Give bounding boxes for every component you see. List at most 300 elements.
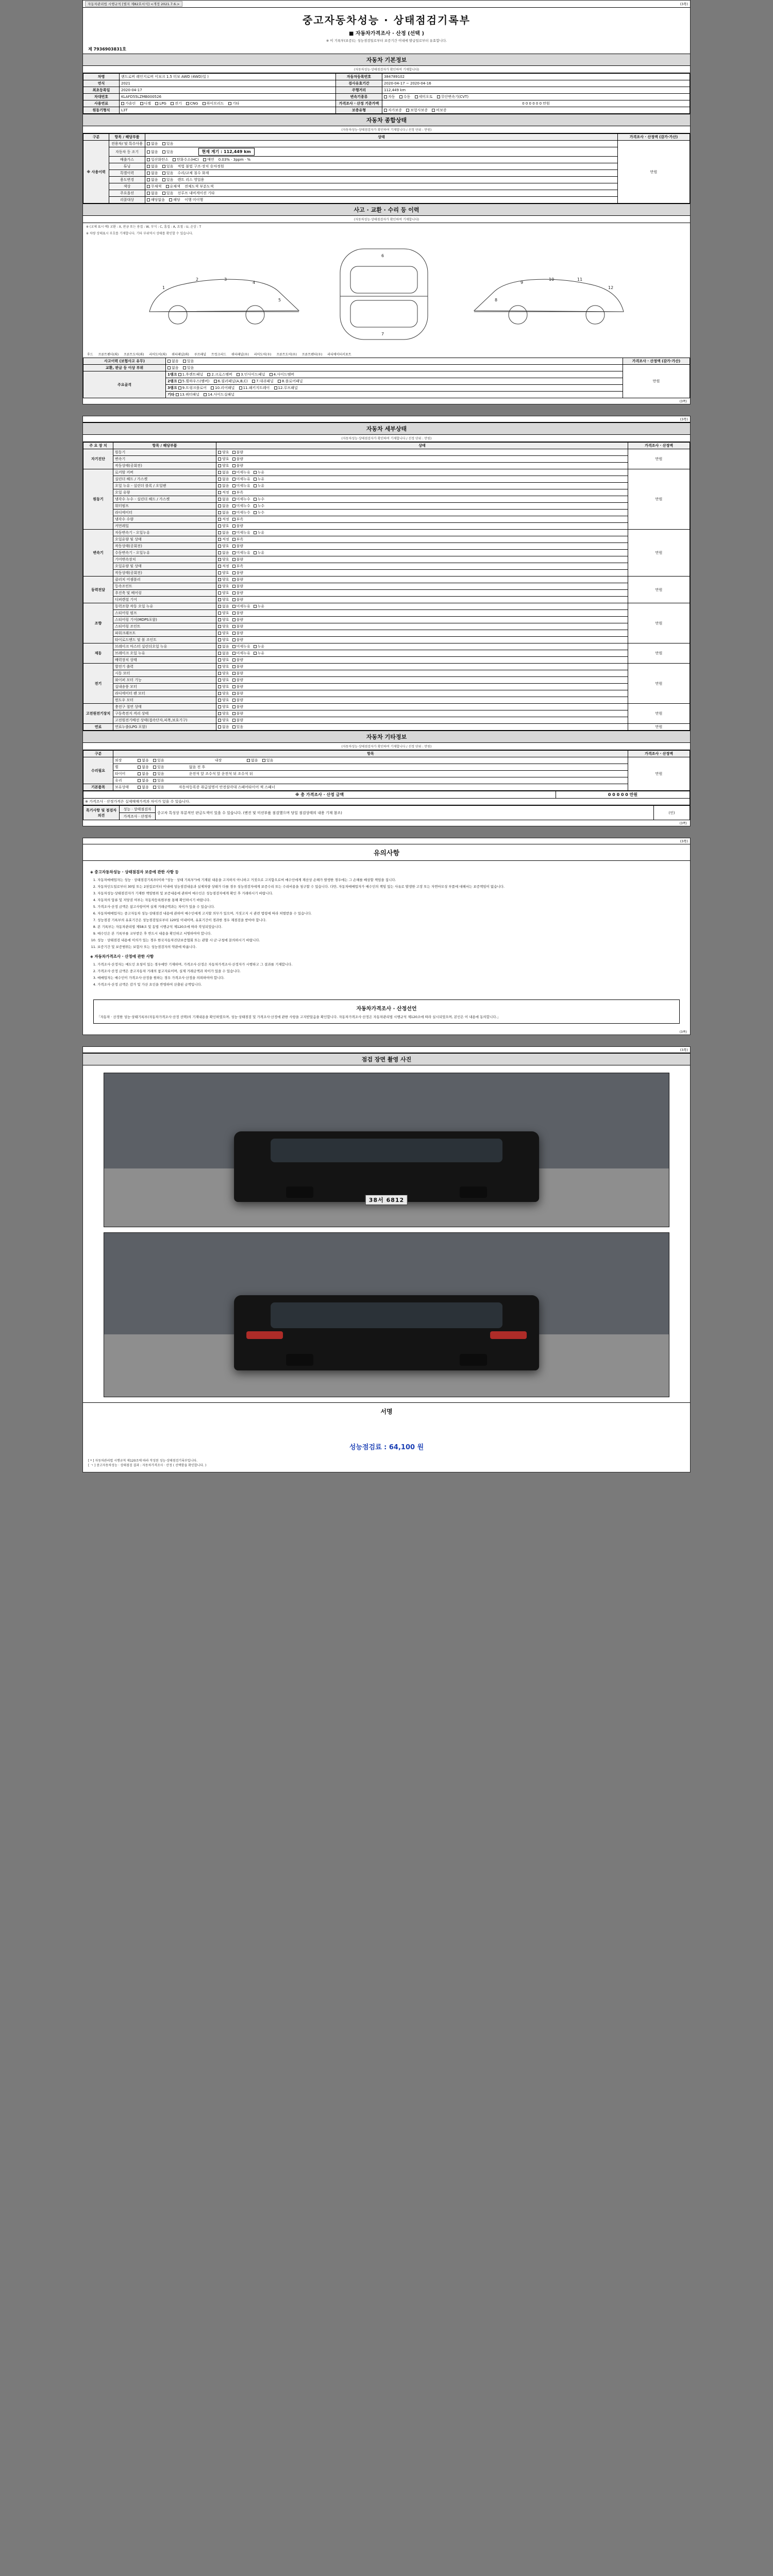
checkbox-양호[interactable]: 양호 <box>218 584 229 589</box>
detail-item-state <box>216 556 628 563</box>
sheet-3 <box>82 838 691 1035</box>
svg-text:6: 6 <box>381 253 384 258</box>
detail-item-state <box>216 570 628 577</box>
checkbox-누유[interactable]: 누유 <box>254 470 265 475</box>
overall-cat-label: ※ 사용이력 <box>83 141 109 204</box>
table-row <box>83 449 690 456</box>
checkbox-양호[interactable]: 양호 <box>218 677 229 683</box>
detail-item-state <box>216 503 628 510</box>
detail-item-label: 동력조향 작동 오일 누유 <box>113 603 216 610</box>
table-row <box>83 577 690 583</box>
checkbox-yes[interactable]: 있음 <box>162 171 174 176</box>
checkbox-있음[interactable]: 있음 <box>232 724 244 730</box>
checkbox-auto[interactable]: 자동 <box>384 94 395 99</box>
checkbox-양호[interactable]: 양호 <box>218 691 229 696</box>
basic-label: 변속기종류 <box>336 94 382 100</box>
checkbox-양호[interactable]: 양호 <box>218 637 229 642</box>
detail-group-label: 자기진단 <box>83 449 113 469</box>
detail-group-label: 조향 <box>83 603 113 643</box>
color-detail: 전체도색 부분도색 <box>184 184 214 189</box>
checkbox-양호[interactable]: 양호 <box>218 450 229 455</box>
detail-item-state <box>216 463 628 469</box>
checkbox-co[interactable]: 일산화탄소 <box>147 157 169 162</box>
notice-item: 2. 자동차인도일로부터 30일 또는 2천킬로미터 이내에 성능점검내용과 실제차량 상태가 다를 경우 성능점검자에게 보증수리 또는 수리비용을 청구할 수 있습니다. 다만, 자동차매매업자가 매수인의 책임 있는 사유로 발생한 고장 또는 자연마모성 부품에 대해서는 보증책임이 없습니다. <box>97 884 683 889</box>
checkbox-없음[interactable]: 없음 <box>218 510 229 515</box>
detail-item-label: 오일유량 및 상태 <box>113 563 216 570</box>
table-row <box>83 536 690 543</box>
checkbox-불량[interactable]: 불량 <box>232 718 244 723</box>
notice-sec2-title: ◈ 자동차가격조사 · 산정에 관한 사항 <box>90 954 154 959</box>
detail-group-label: 제동 <box>83 643 113 664</box>
checkbox-불량[interactable]: 불량 <box>232 671 244 676</box>
checkbox-적정[interactable]: 적정 <box>218 537 229 542</box>
detail-item-state <box>216 516 628 523</box>
svg-text:11: 11 <box>577 277 583 282</box>
checkbox-양호[interactable]: 양호 <box>218 617 229 622</box>
checkbox-부족[interactable]: 부족 <box>232 537 244 542</box>
etc-item-label-interior: 내장 <box>214 758 222 762</box>
table-row <box>83 496 690 503</box>
guarantee-text: 「자동차 · 산정한 성능·상태기록부(자동차가격조사·산정 선택)의 기재내용을 확인하였으며, 성능·상태점검 및 가격조사·산정에 관한 사항을 고지받았음을 확인합니다. 자동차가격조사·산정은 자동차관리법 시행규칙 제120조에 따라 실시되었으며, 본인은 이 내용에 동의합니다.」 <box>97 1015 501 1020</box>
checkbox-누유[interactable]: 누유 <box>254 477 265 482</box>
etc-item-label: 타이어 <box>115 772 126 776</box>
checkbox-self-warranty[interactable]: 자가보증 <box>384 108 402 113</box>
checkbox-yes[interactable]: 있음 <box>262 758 274 763</box>
checkbox-누유[interactable]: 누유 <box>254 530 265 535</box>
checkbox-yes[interactable]: 있음 <box>162 191 174 196</box>
basic-label: 가격조사 · 산정 기준가액 <box>336 100 382 107</box>
checkbox-none[interactable]: 없음 <box>147 164 158 169</box>
detail-item-state <box>216 630 628 637</box>
checkbox-불량[interactable]: 불량 <box>232 544 244 549</box>
checkbox-불량[interactable]: 불량 <box>232 698 244 703</box>
checkbox-semiauto[interactable]: 세미오토 <box>415 94 433 99</box>
fee-value: 64,100 원 <box>389 1443 424 1451</box>
table-row <box>83 617 690 623</box>
basic-value: 2021 <box>120 80 336 87</box>
checkbox-none[interactable]: 없음 <box>138 771 149 776</box>
checkbox-불량[interactable]: 불량 <box>232 577 244 582</box>
special-text: 중고차 특성상 부분적인 판금도색이 있을 수 있습니다. (엔진 및 미션부품 점검했으며 당일 점검상태의 내용 기재 참조) <box>156 806 654 820</box>
detail-item-label: 커먼레일 <box>113 523 216 530</box>
checkbox-none[interactable]: 없음 <box>167 365 179 370</box>
detail-item-label: 고전원전기배선 상태(접속단자,피복,보호기구) <box>113 717 216 724</box>
col-item: 항목 / 해당부품 <box>113 443 216 449</box>
table-row <box>83 806 690 813</box>
detail-item-label: 구동축전지 격리 상태 <box>113 710 216 717</box>
notice-item: 7. 성능점검 기록부의 유효기간은 성능점검일로부터 120일 이내이며, 유효기간이 경과한 경우 재점검을 받아야 합니다. <box>97 918 683 923</box>
checkbox-불량[interactable]: 불량 <box>232 557 244 562</box>
checkbox-미세누수[interactable]: 미세누수 <box>232 497 250 502</box>
table-row <box>83 550 690 556</box>
detail-item-label: 작동상태(공회전) <box>113 570 216 577</box>
checkbox-미세누유[interactable]: 미세누유 <box>232 550 250 555</box>
detail-item-state <box>216 710 628 717</box>
overall-state <box>145 141 618 147</box>
overall-price-cell: 만원 <box>618 141 690 204</box>
checkbox-양호[interactable]: 양호 <box>218 523 229 529</box>
overall-state-emission <box>145 157 618 163</box>
etc-cat-basic: 기본품목 <box>83 784 113 791</box>
overall-state-recall <box>145 197 618 204</box>
detail-item-label: 자동변속기 - 오일누유 <box>113 530 216 536</box>
footnote-2: [ ㄱ ] 중고자동차성능 · 상태점검 결과 : 자동차가격조사 · 산정 ( 선택함을 확인합니다. ) <box>88 1463 207 1467</box>
detail-item-label: 등속조인트 <box>113 583 216 590</box>
photo-front <box>104 1073 669 1227</box>
etc-table <box>83 750 690 791</box>
table-row <box>83 630 690 637</box>
checkbox-frame-4[interactable]: 4.사이드멤버 <box>270 372 295 377</box>
total-table <box>83 791 690 805</box>
checkbox-불량[interactable]: 불량 <box>232 664 244 669</box>
overall-item: 리콜대상 <box>109 197 145 204</box>
table-head-row <box>83 443 690 449</box>
checkbox-불량[interactable]: 불량 <box>232 677 244 683</box>
detail-price-cell: 만원 <box>628 603 690 643</box>
accident-history-label: 사고이력 (보험사고 유무) <box>83 358 166 365</box>
checkbox-양호[interactable]: 양호 <box>218 664 229 669</box>
checkbox-hybrid[interactable]: 하이브리드 <box>203 101 224 106</box>
checkbox-양호[interactable]: 양호 <box>218 463 229 468</box>
checkbox-부족[interactable]: 부족 <box>232 517 244 522</box>
accident-history-label: 교환, 판금 등 이상 부위 <box>83 365 166 371</box>
checkbox-frame-12[interactable]: 12.루프패널 <box>274 385 298 391</box>
checkbox-양호[interactable]: 양호 <box>218 590 229 596</box>
checkbox-미세누유[interactable]: 미세누유 <box>232 530 250 535</box>
detail-item-state <box>216 677 628 684</box>
checkbox-없음[interactable]: 없음 <box>218 550 229 555</box>
checkbox-achromatic[interactable]: 무채색 <box>147 184 161 189</box>
col-price: 가격조사 · 산정액 <box>628 443 690 449</box>
table-row <box>83 489 690 496</box>
checkbox-양호[interactable]: 양호 <box>218 657 229 663</box>
checkbox-불량[interactable]: 불량 <box>232 704 244 709</box>
checkbox-frame-7[interactable]: 7.대쉬패널 <box>252 379 274 384</box>
detail-item-state <box>216 583 628 590</box>
checkbox-미세누유[interactable]: 미세누유 <box>232 470 250 475</box>
accident-history-state <box>166 358 623 365</box>
checkbox-none[interactable]: 없음 <box>138 758 149 763</box>
checkbox-불량[interactable]: 불량 <box>232 691 244 696</box>
section-basic-note: (자동차성능·상태점검자가 확인하여 기재합니다) <box>83 66 690 73</box>
checkbox-frame-1[interactable]: 1.후렌트패널 <box>178 372 204 377</box>
basic-label: 원동기형식 <box>83 107 120 114</box>
checkbox-양호[interactable]: 양호 <box>218 718 229 723</box>
checkbox-불량[interactable]: 불량 <box>232 523 244 529</box>
svg-text:4: 4 <box>253 280 256 285</box>
checkbox-smoke[interactable]: 매연 <box>203 157 214 162</box>
detail-item-state <box>216 603 628 610</box>
checkbox-diesel[interactable]: 디젤 <box>140 101 152 106</box>
checkbox-불량[interactable]: 불량 <box>232 657 244 663</box>
etc-wheel-positions: 없음 전 후 <box>189 765 206 769</box>
page-indicator: (3쪽) <box>680 1047 688 1052</box>
col-price: 가격조사 · 산정액 (감가·가산) <box>618 134 690 141</box>
detail-item-label: 스티어링 기어(MDPS포함) <box>113 617 216 623</box>
checkbox-frame-8[interactable]: 8.플로어패널 <box>278 379 303 384</box>
legend-item: 프론트펜더(좌) <box>98 353 119 357</box>
checkbox-불량[interactable]: 불량 <box>232 624 244 629</box>
checkbox-불량[interactable]: 불량 <box>232 456 244 462</box>
col-item: 항목 / 해당부품 <box>109 134 145 141</box>
checkbox-불량[interactable]: 불량 <box>232 450 244 455</box>
page-indicator: (3쪽) <box>680 839 688 843</box>
table-row <box>83 710 690 717</box>
checkbox-누유[interactable]: 누유 <box>254 483 265 488</box>
emission-values: 0.03% · 3ppm · % <box>218 158 251 162</box>
checkbox-없음[interactable]: 없음 <box>218 530 229 535</box>
tuning-detail: 적법 불법 구조·장치 승차정원 <box>177 164 224 168</box>
checkbox-none[interactable]: 없음 <box>138 778 149 783</box>
checkbox-yes[interactable]: 있음 <box>162 164 174 169</box>
section-overall-title: 자동차 종합상태 <box>83 114 690 126</box>
checkbox-yes[interactable]: 있음 <box>183 359 194 364</box>
col-price: 가격조사 · 산정액 (감가·가산) <box>623 358 690 365</box>
checkbox-none[interactable]: 없음 <box>147 171 158 176</box>
checkbox-none[interactable]: 없음 <box>247 758 258 763</box>
checkbox-불량[interactable]: 불량 <box>232 590 244 596</box>
checkbox-양호[interactable]: 양호 <box>218 624 229 629</box>
checkbox-미세누수[interactable]: 미세누수 <box>232 510 250 515</box>
table-row <box>83 583 690 590</box>
checkbox-불량[interactable]: 불량 <box>232 611 244 616</box>
checkbox-양호[interactable]: 양호 <box>218 597 229 602</box>
checkbox-not-applicable[interactable]: 해당없음 <box>147 197 165 202</box>
usechange-detail: 렌트 리스 영업용 <box>177 178 205 182</box>
overall-item: 색상 <box>109 183 145 190</box>
table-row <box>83 590 690 597</box>
section-basic-title: 자동차 기본정보 <box>83 54 690 66</box>
checkbox-yes[interactable]: 있음 <box>162 141 174 146</box>
checkbox-frame-11[interactable]: 11.패키지트레이 <box>239 385 270 391</box>
checkbox-applicable[interactable]: 해당 <box>169 197 180 202</box>
sheet3-topbar <box>83 838 690 844</box>
notice-item: 4. 자동차의 압류 및 저당권 여부는 자동차등록원부를 통해 확인하시기 바랍니다. <box>97 897 683 903</box>
checkbox-frame-13[interactable]: 13.쿼터패널 <box>176 392 199 397</box>
checkbox-yes[interactable]: 있음 <box>153 758 164 763</box>
notice-list-1 <box>97 877 683 950</box>
checkbox-누유[interactable]: 누유 <box>254 604 265 609</box>
checkbox-불량[interactable]: 불량 <box>232 463 244 468</box>
checkbox-electric[interactable]: 전기 <box>171 101 182 106</box>
table-row <box>83 764 690 771</box>
checkbox-none[interactable]: 없음 <box>138 785 149 790</box>
table-row <box>83 670 690 677</box>
table-row <box>83 791 690 799</box>
basic-label: 최초등록일 <box>83 87 120 94</box>
detail-item-label: 오일 누유 - 실린더 블록 / 오일팬 <box>113 483 216 489</box>
checkbox-hc[interactable]: 탄화수소(HC) <box>173 157 199 162</box>
detail-item-state <box>216 650 628 657</box>
etc-tire-positions: 운전석 앞 조수석 앞 운전석 뒤 조수석 뒤 <box>189 772 253 776</box>
checkbox-cvt[interactable]: 무단변속기(CVT) <box>437 94 468 99</box>
detail-item-state <box>216 670 628 677</box>
checkbox-미세누유[interactable]: 미세누유 <box>232 483 250 488</box>
checkbox-양호[interactable]: 양호 <box>218 611 229 616</box>
checkbox-none[interactable]: 없음 <box>147 191 158 196</box>
etc-row-glass <box>113 777 628 784</box>
car-rear-image <box>234 1295 539 1370</box>
checkbox-none[interactable]: 없음 <box>167 359 179 364</box>
license-plate: 38서 6812 <box>365 1195 408 1205</box>
checkbox-none[interactable]: 없음 <box>147 177 158 182</box>
checkbox-yes[interactable]: 있음 <box>153 785 164 790</box>
checkbox-양호[interactable]: 양호 <box>218 671 229 676</box>
etc-row-wheel <box>113 764 628 771</box>
table-row <box>83 523 690 530</box>
checkbox-양호[interactable]: 양호 <box>218 577 229 582</box>
frame-group-1 <box>166 371 623 378</box>
checkbox-chromatic[interactable]: 유채색 <box>166 184 180 189</box>
checkbox-frame-6[interactable]: 6.필러패널(A,B,C) <box>214 379 248 384</box>
checkbox-fuel-etc[interactable]: 기타 <box>228 101 240 106</box>
table-row <box>83 94 690 100</box>
checkbox-cng[interactable]: CNG <box>186 101 198 106</box>
checkbox-양호[interactable]: 양호 <box>218 711 229 716</box>
checkbox-미세누유[interactable]: 미세누유 <box>232 477 250 482</box>
checkbox-manual[interactable]: 수동 <box>399 94 411 99</box>
checkbox-yes[interactable]: 있음 <box>153 778 164 783</box>
detail-item-state <box>216 717 628 724</box>
checkbox-양호[interactable]: 양호 <box>218 570 229 575</box>
table-row <box>83 87 690 94</box>
detail-item-state <box>216 617 628 623</box>
table-row <box>83 392 690 398</box>
checkbox-yes[interactable]: 있음 <box>162 177 174 182</box>
checkbox-insurer-warranty[interactable]: 보험사보증 <box>406 108 428 113</box>
detail-table <box>83 442 690 731</box>
detail-item-label: 로커암 커버 <box>113 469 216 476</box>
detail-item-label: 오일유량 및 상태 <box>113 536 216 543</box>
checkbox-yes[interactable]: 있음 <box>153 765 164 770</box>
svg-text:1: 1 <box>162 285 165 290</box>
checkbox-적정[interactable]: 적정 <box>218 517 229 522</box>
col-category: 구분 <box>83 134 109 141</box>
checkbox-양호[interactable]: 양호 <box>218 456 229 462</box>
checkbox-누수[interactable]: 누수 <box>254 503 265 509</box>
overall-item: 주요옵션 <box>109 190 145 197</box>
checkbox-불량[interactable]: 불량 <box>232 631 244 636</box>
checkbox-불량[interactable]: 불량 <box>232 617 244 622</box>
checkbox-gasoline[interactable]: 가솔린 <box>121 101 136 106</box>
checkbox-없음[interactable]: 없음 <box>218 724 229 730</box>
checkbox-불량[interactable]: 불량 <box>232 684 244 689</box>
checkbox-yes[interactable]: 있음 <box>153 771 164 776</box>
checkbox-없음[interactable]: 없음 <box>218 604 229 609</box>
checkbox-none[interactable]: 없음 <box>147 141 158 146</box>
basic-value: L3T <box>120 107 336 114</box>
notice-item: 11. 보증기간 및 보증범위는 보험사 또는 성능점검자의 약관에 따릅니다. <box>97 944 683 950</box>
checkbox-no-warranty[interactable]: 비보증 <box>432 108 446 113</box>
checkbox-미세누유[interactable]: 미세누유 <box>232 644 250 649</box>
checkbox-frame-2[interactable]: 2.크로스멤버 <box>207 372 232 377</box>
table-row <box>83 570 690 577</box>
checkbox-없음[interactable]: 없음 <box>218 477 229 482</box>
special-note-table <box>83 805 690 820</box>
checkbox-양호[interactable]: 양호 <box>218 544 229 549</box>
checkbox-부족[interactable]: 부족 <box>232 564 244 569</box>
detail-item-state <box>216 550 628 556</box>
legend-item: 루프패널 <box>194 353 207 357</box>
checkbox-frame-10[interactable]: 10.리어패널 <box>211 385 234 391</box>
checkbox-누유[interactable]: 누유 <box>254 644 265 649</box>
checkbox-누유[interactable]: 누유 <box>254 651 265 656</box>
checkbox-frame-9[interactable]: 9.트렁크플로어 <box>178 385 207 391</box>
checkbox-없음[interactable]: 없음 <box>218 651 229 656</box>
checkbox-양호[interactable]: 양호 <box>218 631 229 636</box>
checkbox-없음[interactable]: 없음 <box>218 483 229 488</box>
overall-table <box>83 133 690 204</box>
checkbox-미세누유[interactable]: 미세누유 <box>232 604 250 609</box>
table-row <box>83 365 690 371</box>
detail-item-state <box>216 704 628 710</box>
checkbox-양호[interactable]: 양호 <box>218 684 229 689</box>
checkbox-불량[interactable]: 불량 <box>232 637 244 642</box>
detail-item-label: 클러치 어셈블리 <box>113 577 216 583</box>
basic-value: 112,449 km <box>382 87 690 94</box>
table-row <box>83 799 690 805</box>
checkbox-누유[interactable]: 누유 <box>254 550 265 555</box>
col-category: 구분 <box>83 751 113 757</box>
checkbox-양호[interactable]: 양호 <box>218 557 229 562</box>
checkbox-frame-3[interactable]: 3.인사이드패널 <box>237 372 265 377</box>
checkbox-적정[interactable]: 적정 <box>218 490 229 495</box>
checkbox-없음[interactable]: 없음 <box>218 644 229 649</box>
checkbox-부족[interactable]: 부족 <box>232 490 244 495</box>
checkbox-없음[interactable]: 없음 <box>218 503 229 509</box>
table-row <box>83 556 690 563</box>
frame-group-4 <box>166 392 623 398</box>
sheet2-topbar <box>83 416 690 422</box>
sheet4-topbar <box>83 1047 690 1053</box>
detail-item-state <box>216 664 628 670</box>
checkbox-양호[interactable]: 양호 <box>218 698 229 703</box>
checkbox-적정[interactable]: 적정 <box>218 564 229 569</box>
table-row <box>83 563 690 570</box>
checkbox-lpg[interactable]: LPG <box>155 101 166 106</box>
checkbox-누수[interactable]: 누수 <box>254 510 265 515</box>
checkbox-불량[interactable]: 불량 <box>232 570 244 575</box>
checkbox-frame-5[interactable]: 5.휠하우스(멤버) <box>178 379 210 384</box>
legend-item: 리어도어(좌) <box>149 353 167 357</box>
table-row <box>83 163 690 170</box>
checkbox-불량[interactable]: 불량 <box>232 584 244 589</box>
checkbox-양호[interactable]: 양호 <box>218 704 229 709</box>
basic-info-table <box>83 73 690 114</box>
signature-box[interactable] <box>83 1418 690 1439</box>
notice-item: 9. 매수인은 본 기록부를 교부받은 후 반드시 내용을 확인하고 서명하여야 합니다. <box>97 931 683 936</box>
checkbox-불량[interactable]: 불량 <box>232 711 244 716</box>
checkbox-none[interactable]: 없음 <box>147 149 158 155</box>
checkbox-없음[interactable]: 없음 <box>218 497 229 502</box>
checkbox-none[interactable]: 없음 <box>138 765 149 770</box>
checkbox-없음[interactable]: 없음 <box>218 470 229 475</box>
table-row <box>83 530 690 536</box>
table-row <box>83 170 690 177</box>
checkbox-frame-14[interactable]: 14.사이드실패널 <box>204 392 234 397</box>
checkbox-불량[interactable]: 불량 <box>232 597 244 602</box>
checkbox-미세누수[interactable]: 미세누수 <box>232 503 250 509</box>
checkbox-미세누유[interactable]: 미세누유 <box>232 651 250 656</box>
detail-item-state <box>216 610 628 617</box>
checkbox-yes[interactable]: 있음 <box>162 149 174 155</box>
car-rear-window <box>271 1302 502 1328</box>
checkbox-yes[interactable]: 있음 <box>183 365 194 370</box>
legend-item: 후드 <box>87 353 93 357</box>
etc-price-cell: 만원 <box>628 757 690 791</box>
detail-item-label: 작동상태(공회전) <box>113 543 216 550</box>
checkbox-누수[interactable]: 누수 <box>254 497 265 502</box>
